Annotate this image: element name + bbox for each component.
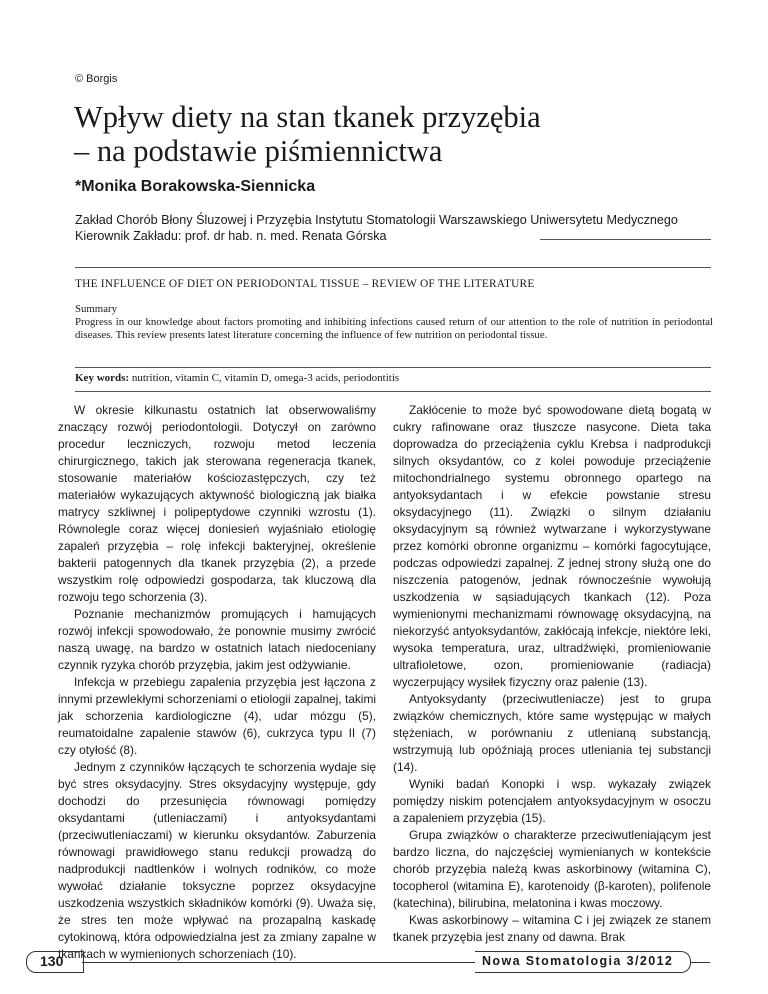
paragraph: Poznanie mechanizmów promujących i hamujących rozwój infekcji spowodowało, że ponownie musimy zwrócić naszą uwagę, na bardzo w ostatnich latach niedoceniany czynnik ryzyka chorób przyzębia, jakim jest odżywianie. bbox=[58, 607, 376, 672]
paragraph: Wyniki badań Konopki i wsp. wykazały związek pomiędzy niskim potencjałem antyoksydacyjnym w osoczu a zapaleniem przyzębia (15). bbox=[393, 777, 711, 825]
abstract-top-divider bbox=[75, 267, 711, 268]
affiliation-line-1: Zakład Chorób Błony Śluzowej i Przyzębia Instytutu Stomatologii Warszawskiego Uniwersytetu Medycznego bbox=[75, 213, 678, 227]
paragraph: Kwas askorbinowy – witamina C i jej związek ze stanem tkanek przyzębia jest znany od dawna. Brak bbox=[393, 913, 711, 944]
page-number: 130 bbox=[40, 953, 64, 969]
paragraph: Infekcja w przebiegu zapalenia przyzębia jest łączona z innymi przewlekłymi schorzeniami o etiologii zapalnej, takimi jak schorzenia kardiologiczne (4), udar mózgu (5), reumatoidalne zapalenie stawów (6), cukrzyca typu II (7) czy otyłość (8). bbox=[58, 675, 376, 757]
english-title: THE INFLUENCE OF DIET ON PERIODONTAL TISSUE – REVIEW OF THE LITERATURE bbox=[75, 278, 535, 290]
keywords-bottom-divider bbox=[75, 391, 711, 392]
summary-text: Progress in our knowledge about factors promoting and inhibiting infections caused return of our attention to the role of nutrition in periodontal diseases. This review presents latest literature concerning the influence of few nutrition on periodontal tissue. bbox=[75, 316, 713, 342]
body-column-left bbox=[58, 402, 376, 963]
keywords-list: nutrition, vitamin C, vitamin D, omega-3 acids, periodontitis bbox=[131, 372, 400, 384]
affiliation-line-2: Kierownik Zakładu: prof. dr hab. n. med. Renata Górska bbox=[75, 229, 387, 243]
title-line-2: – na podstawie piśmiennictwa bbox=[74, 134, 443, 168]
author-name: *Monika Borakowska-Siennicka bbox=[75, 178, 316, 195]
paragraph: Grupa związków o charakterze przeciwutleniającym jest bardzo liczna, do najczęściej wymienianych w kontekście chorób przyzębia należą kwas askorbinowy (witamina C), tocopherol (witamina E), karotenoidy (β-karoten), polifenole (katechina), bilirubina, melatonina i kwas moczowy. bbox=[393, 828, 711, 910]
keywords-line bbox=[75, 372, 399, 384]
article-title bbox=[74, 100, 714, 168]
footer-rule-left bbox=[82, 962, 475, 963]
journal-name: Nowa Stomatologia 3/2012 bbox=[482, 954, 674, 968]
paragraph: Antyoksydanty (przeciwutleniacze) jest to grupa związków chemicznych, które same występując w małych stężeniach, w porównaniu z utlenianą substancją, wstrzymują lub opóźniają proces utleniania tej substancji (14). bbox=[393, 692, 711, 774]
body-column-right bbox=[393, 402, 711, 946]
paragraph: W okresie kilkunastu ostatnich lat obserwowaliśmy znaczący rozwój periodontologii. Dotyczył on zarówno procedur leczniczych, rozwoju metod leczenia chirurgicznego, takich jak sterowana regeneracja tkanek, stosowanie materiałów kościozastępczych, czy też materiałów wykazujących aktywność biologiczną jak białka matrycy szkliwnej i polipeptydowe czynniki wzrostu (1). Równolegle coraz więcej doniesień wyjaśniało etiologię zapaleń przyzębia – rolę infekcji bakteryjnej, określenie bakterii patogennych dla tkanek przyzębia (2), a przede wszystkim rolę odpowiedzi gospodarza, tak kluczową dla rozwoju tego schorzenia (3). bbox=[58, 403, 376, 604]
keywords-label: Key words: bbox=[75, 372, 130, 384]
paragraph: Jednym z czynników łączących te schorzenia wydaje się być stres oksydacyjny. Stres oksydacyjny występuje, gdy dochodzi do przesunięcia równowagi pomiędzy oksydantami (utleniaczami) i antyoksydantami (przeciwutleniaczami) w kierunku oksydantów. Zaburzenia równowagi prawidłowego stanu redukcji prowadzą do nadprodukcji nadtlenków i wolnych rodników, co może wywołać działanie toksyczne poprzez oksydacyjne uszkodzenia wszystkich składników komórki (9). Uważa się, że stres ten może wpływać na prozapalną kaskadę cytokinową, która odpowiedzialna jest za zmiany zapalne w tkankach w wymienionych schorzeniach (10). bbox=[58, 760, 376, 961]
summary-label: Summary bbox=[75, 303, 117, 315]
copyright-notice: © Borgis bbox=[75, 73, 118, 85]
paragraph: Zakłócenie to może być spowodowane dietą bogatą w cukry rafinowane oraz tłuszcze nasycone. Dieta taka doprowadza do przeciążenia cyklu Krebsa i nadprodukcji silnych oksydantów, co z kolei powoduje przeciążenie mitochondrialnego systemu obronnego opartego na antyoksydantach i w efekcie powstanie stresu oksydacyjnego (11). Związki o silnym działaniu oksydacyjnym są również wytwarzane i wykorzystywane przez komórki obronne organizmu – komórki fagocytujące, podczas odpowiedzi zapalnej. Z jednej strony służą one do niszczenia patogenów, jednak równocześnie wywołują uszkodzenia w sąsiadujących tkankach (12). Poza wymienionymi mechanizmami równowagę oksydacyjną, na niekorzyść antyoksydantów, zakłócają infekcje, niektóre leki, wysoka temperatura, uraz, ultradźwięki, promieniowanie ultrafioletowe, ozon, promieniowanie (radiacja) wyczerpujący wysiłek fizyczny oraz palenie (13). bbox=[393, 403, 711, 689]
affiliation-rule bbox=[540, 239, 711, 240]
keywords-top-divider bbox=[75, 367, 711, 368]
footer-rule-right bbox=[690, 962, 710, 963]
title-line-1: Wpływ diety na stan tkanek przyzębia bbox=[74, 100, 541, 134]
